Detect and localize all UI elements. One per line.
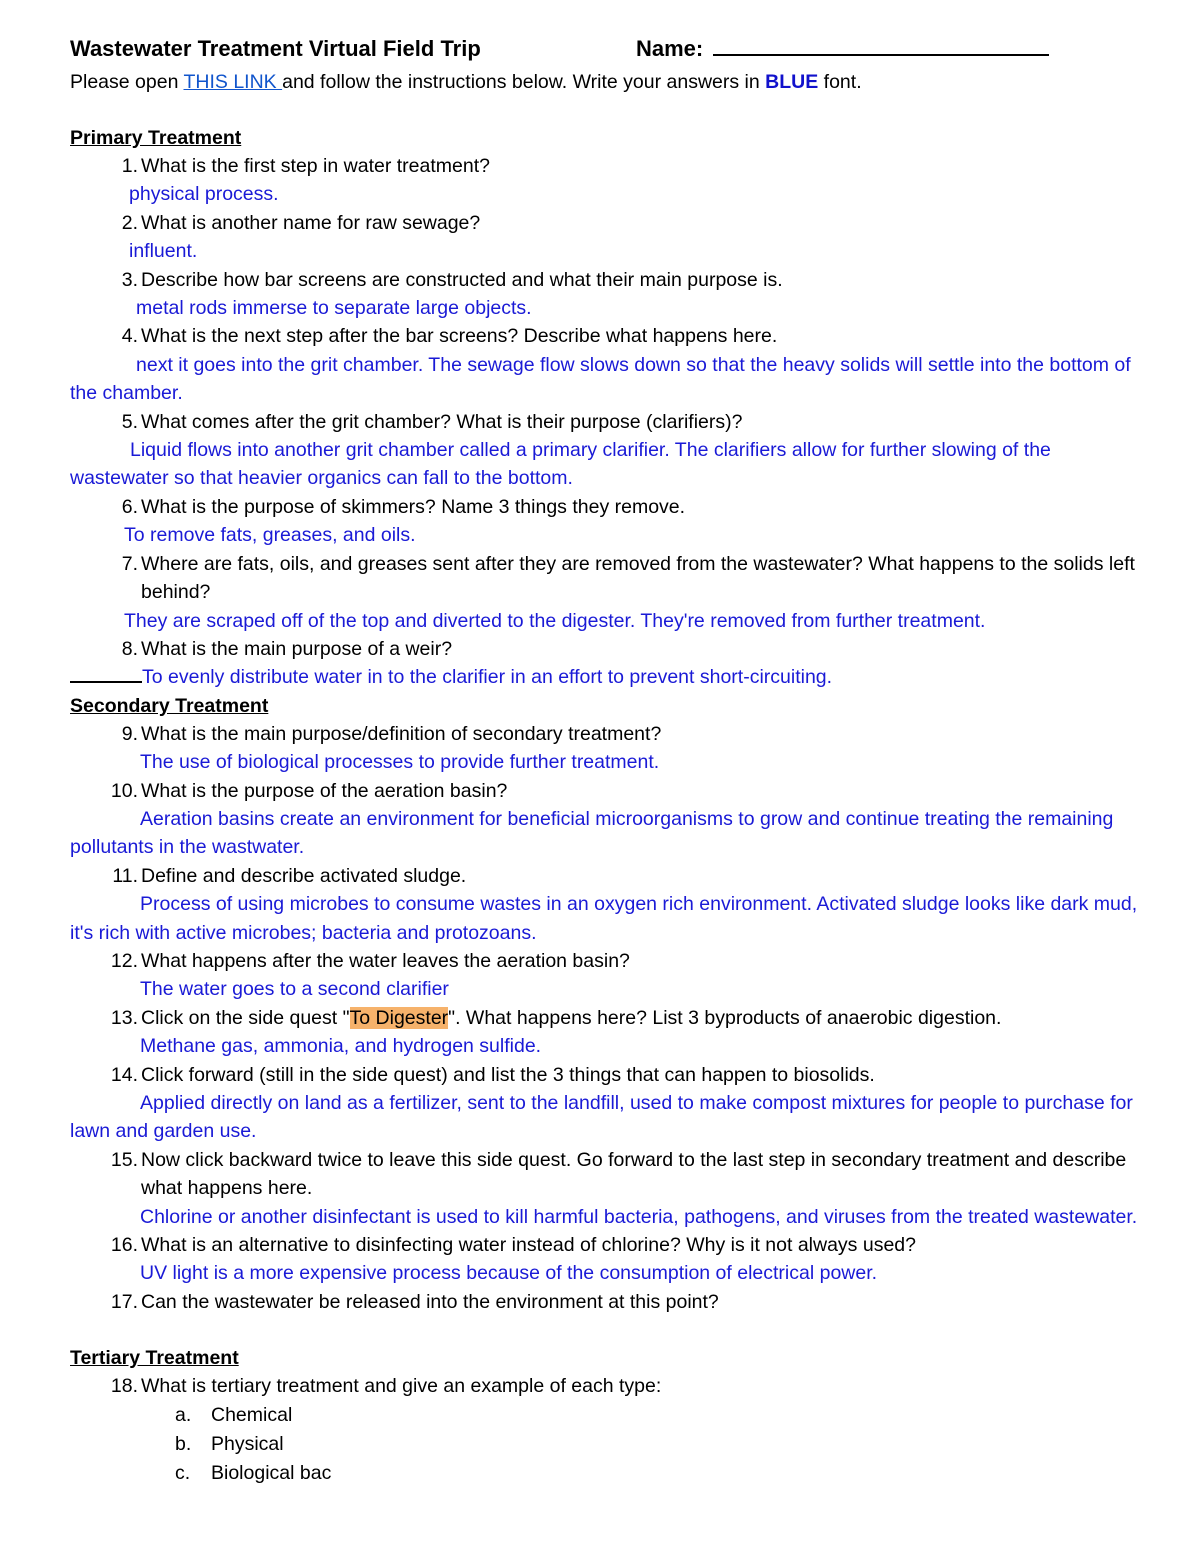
to-digester-highlight: To Digester: [349, 1006, 449, 1029]
answer-11[interactable]: Process of using microbes to consume wastes in an oxygen rich environment. Activated sludge looks like dark mud, it's rich with active microbes; bacteria and protozoans.: [70, 893, 1138, 944]
name-label: Name:: [636, 36, 704, 61]
question-text: Can the wastewater be released into the environment at this point?: [141, 1290, 719, 1313]
answer-13[interactable]: Methane gas, ammonia, and hydrogen sulfide.: [140, 1035, 542, 1058]
section-primary-heading: Primary Treatment: [70, 127, 242, 149]
question-10: [70, 777, 1140, 805]
header: [70, 30, 1140, 68]
question-text: What is another name for raw sewage?: [141, 211, 481, 234]
instructions-post: font.: [818, 71, 862, 93]
question-number: 16.: [110, 1234, 138, 1257]
section-tertiary-heading: Tertiary Treatment: [70, 1347, 239, 1370]
question-number: 1.: [121, 155, 138, 177]
question-11: [70, 862, 1140, 890]
question-text: What is tertiary treatment and give an example of each type:: [141, 1375, 662, 1398]
question-text: What is the next step after the bar screens? Describe what happens here.: [141, 325, 778, 348]
document-title: Wastewater Treatment Virtual Field Trip: [70, 36, 481, 61]
question-12: [70, 947, 1140, 975]
question-text: Where are fats, oils, and greases sent after they are removed from the wastewater? What happens to the solids left behind?: [141, 552, 1135, 604]
question-18: [70, 1372, 1140, 1400]
question-3: [70, 266, 1140, 294]
question-16: [70, 1231, 1140, 1259]
question-number: 14.: [110, 1063, 138, 1086]
question-number: 6.: [121, 495, 138, 518]
answer-10[interactable]: Aeration basins create an environment for beneficial microorganisms to grow and continue treating the remaining pollutants in the wastwater.: [70, 807, 1114, 859]
spacer: [70, 1316, 1140, 1344]
sub-item-biological: [70, 1459, 1140, 1488]
question-number: 7.: [121, 552, 138, 575]
question-text: What is the purpose of the aeration basin?: [141, 779, 508, 802]
instructions: [70, 68, 1140, 96]
sub-letter: b.: [175, 1432, 192, 1455]
question-number: 17.: [110, 1290, 138, 1313]
sub-text: Chemical: [211, 1403, 293, 1426]
question-number: 12.: [110, 949, 138, 972]
answer-4[interactable]: next it goes into the grit chamber. The sewage flow slows down so that the heavy solids will settle into the bottom of the chamber.: [70, 353, 1131, 405]
sub-item-physical: [70, 1430, 1140, 1459]
answer-12[interactable]: The water goes to a second clarifier: [140, 978, 449, 1001]
answer-2[interactable]: influent.: [129, 240, 198, 263]
question-text: What happens after the water leaves the aeration basin?: [141, 949, 630, 972]
question-text: Describe how bar screens are constructed and what their main purpose is.: [141, 268, 783, 291]
question-5: [70, 408, 1140, 436]
name-field: [636, 36, 1049, 62]
spacer: [70, 96, 1140, 124]
answer-8-text: To evenly distribute water in to the clarifier in an effort to prevent short-circuiting.: [142, 666, 833, 689]
question-text: Now click backward twice to leave this side quest. Go forward to the last step in secondary treatment and describe what happens here.: [141, 1148, 1127, 1200]
question-6: [70, 493, 1140, 521]
question-4: [70, 322, 1140, 350]
question-14: [70, 1061, 1140, 1089]
question-7: [70, 550, 1140, 607]
question-number: 15.: [110, 1148, 138, 1171]
question-text-pre: Click on the side quest ": [141, 1006, 350, 1029]
instructions-blue-word: BLUE: [765, 71, 819, 93]
document-page: [70, 30, 1140, 1488]
sub-text: Physical: [211, 1432, 284, 1455]
question-number: 3.: [121, 268, 138, 291]
answer-9[interactable]: The use of biological processes to provide further treatment.: [140, 751, 660, 774]
question-number: 4.: [121, 325, 138, 348]
answer-3[interactable]: metal rods immerse to separate large objects.: [136, 297, 532, 320]
question-number: 9.: [121, 722, 138, 745]
name-blank-line[interactable]: [713, 36, 1049, 56]
question-number: 11.: [112, 864, 138, 887]
sub-letter: a.: [175, 1403, 192, 1426]
question-text: What is an alternative to disinfecting water instead of chlorine? Why is it not always used?: [141, 1234, 916, 1257]
answer-blank-line: [70, 663, 142, 683]
question-number: 18.: [110, 1375, 138, 1398]
question-text-post: ". What happens here? List 3 byproducts of anaerobic digestion.: [448, 1006, 1002, 1029]
section-secondary-heading: Secondary Treatment: [70, 694, 269, 717]
question-number: 8.: [121, 637, 138, 660]
question-number: 2.: [121, 211, 138, 234]
question-text: Click forward (still in the side quest) and list the 3 things that can happen to biosolids.: [141, 1063, 875, 1086]
question-number: 10.: [110, 779, 138, 802]
sub-letter: c.: [175, 1461, 191, 1484]
sub-text: Biological bac: [211, 1461, 332, 1484]
question-text: What is the purpose of skimmers? Name 3 things they remove.: [141, 495, 686, 518]
question-text: What is the main purpose of a weir?: [141, 637, 453, 660]
question-13: [70, 1004, 1140, 1032]
answer-15[interactable]: Chlorine or another disinfectant is used to kill harmful bacteria, pathogens, and viruses from the treated wastewater.: [140, 1205, 1138, 1228]
answer-16[interactable]: UV light is a more expensive process because of the consumption of electrical power.: [140, 1262, 878, 1285]
answer-7[interactable]: They are scraped off of the top and diverted to the digester. They're removed from further treatment.: [124, 609, 986, 632]
instructions-mid: and follow the instructions below. Write your answers in: [282, 71, 766, 93]
instructions-pre: Please open: [70, 71, 184, 93]
question-8: [70, 635, 1140, 663]
answer-6[interactable]: To remove fats, greases, and oils.: [124, 524, 416, 547]
question-number: 5.: [121, 410, 138, 433]
question-17: [70, 1288, 1140, 1316]
question-15: [70, 1146, 1140, 1203]
answer-14[interactable]: Applied directly on land as a fertilizer, sent to the landfill, used to make compost mixtures for people to purchase for lawn and garden use.: [70, 1092, 1133, 1143]
question-9: [70, 720, 1140, 748]
sub-item-chemical: [70, 1401, 1140, 1430]
answer-8[interactable]: [70, 663, 1140, 691]
question-text: What comes after the grit chamber? What is their purpose (clarifiers)?: [141, 410, 743, 433]
question-1: [70, 152, 1140, 180]
question-number: 13.: [110, 1006, 138, 1029]
question-text: What is the main purpose/definition of secondary treatment?: [141, 722, 662, 745]
question-2: [70, 209, 1140, 237]
question-text: Define and describe activated sludge.: [141, 864, 467, 887]
answer-1[interactable]: physical process.: [129, 183, 279, 206]
question-text: What is the first step in water treatment?: [141, 155, 490, 177]
answer-5[interactable]: Liquid flows into another grit chamber called a primary clarifier. The clarifiers allow for further slowing of the wastewater so that heavier organics can fall to the bottom.: [70, 439, 1051, 490]
this-link[interactable]: THIS LINK: [183, 71, 283, 93]
